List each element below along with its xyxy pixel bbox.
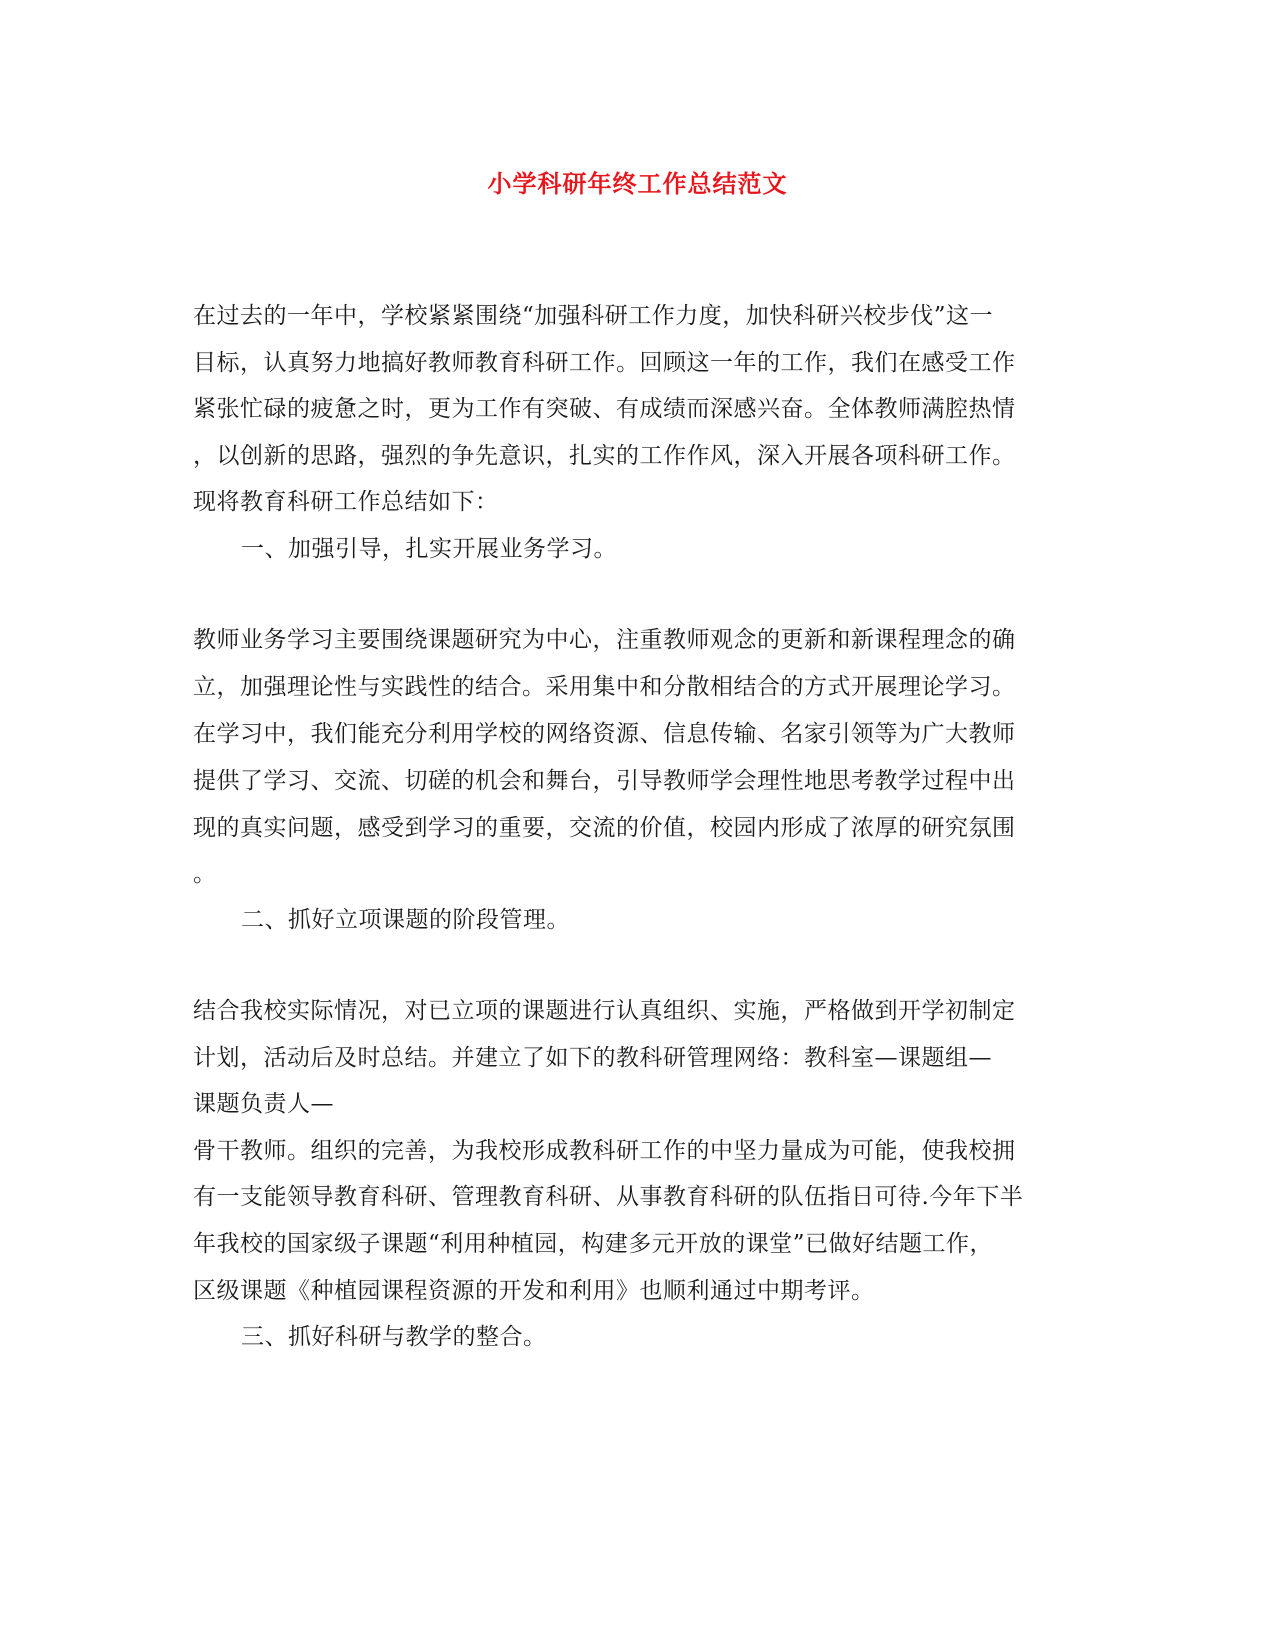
paragraph-line: 提供了学习、交流、切磋的机会和舞台，引导教师学会理性地思考教学过程中出 bbox=[193, 768, 1016, 794]
paragraph-line: 年我校的国家级子课题“利用种植园，构建多元开放的课堂”已做好结题工作， bbox=[193, 1231, 994, 1257]
section-heading-3: 三、抓好科研与教学的整合。 bbox=[241, 1324, 547, 1350]
paragraph-line: 骨干教师。组织的完善，为我校形成教科研工作的中坚力量成为可能，使我校拥 bbox=[193, 1138, 1016, 1164]
paragraph-line: 。 bbox=[193, 861, 217, 887]
paragraph-line: 课题负责人— bbox=[193, 1091, 334, 1117]
paragraph-line: 立，加强理论性与实践性的结合。采用集中和分散相结合的方式开展理论学习。 bbox=[193, 674, 1016, 700]
paragraph-line: ，以创新的思路，强烈的争先意识，扎实的工作作风，深入开展各项科研工作。 bbox=[193, 443, 1016, 469]
paragraph-line: 现的真实问题，感受到学习的重要，交流的价值，校园内形成了浓厚的研究氛围 bbox=[193, 815, 1016, 841]
paragraph-line: 在过去的一年中，学校紧紧围绕“加强科研工作力度，加快科研兴校步伐”这一 bbox=[193, 303, 994, 329]
paragraph-line: 在学习中，我们能充分利用学校的网络资源、信息传输、名家引领等为广大教师 bbox=[193, 721, 1016, 747]
section-heading-2: 二、抓好立项课题的阶段管理。 bbox=[241, 907, 570, 933]
paragraph-line: 现将教育科研工作总结如下： bbox=[193, 489, 499, 515]
paragraph-line: 区级课题《种植园课程资源的开发和利用》也顺利通过中期考评。 bbox=[193, 1278, 875, 1304]
paragraph-line: 结合我校实际情况，对已立项的课题进行认真组织、实施，严格做到开学初制定 bbox=[193, 998, 1016, 1024]
paragraph-line: 教师业务学习主要围绕课题研究为中心，注重教师观念的更新和新课程理念的确 bbox=[193, 627, 1016, 653]
document-title: 小学科研年终工作总结范文 bbox=[487, 169, 788, 198]
paragraph-line: 目标，认真努力地搞好教师教育科研工作。回顾这一年的工作，我们在感受工作 bbox=[193, 350, 1016, 376]
paragraph-line: 有一支能领导教育科研、管理教育科研、从事教育科研的队伍指日可待.今年下半 bbox=[193, 1184, 1024, 1210]
paragraph-line: 计划，活动后及时总结。并建立了如下的教科研管理网络：教科室—课题组— bbox=[193, 1045, 992, 1071]
paragraph-line: 紧张忙碌的疲惫之时，更为工作有突破、有成绩而深感兴奋。全体教师满腔热情 bbox=[193, 396, 1016, 422]
section-heading-1: 一、加强引导，扎实开展业务学习。 bbox=[241, 536, 617, 562]
